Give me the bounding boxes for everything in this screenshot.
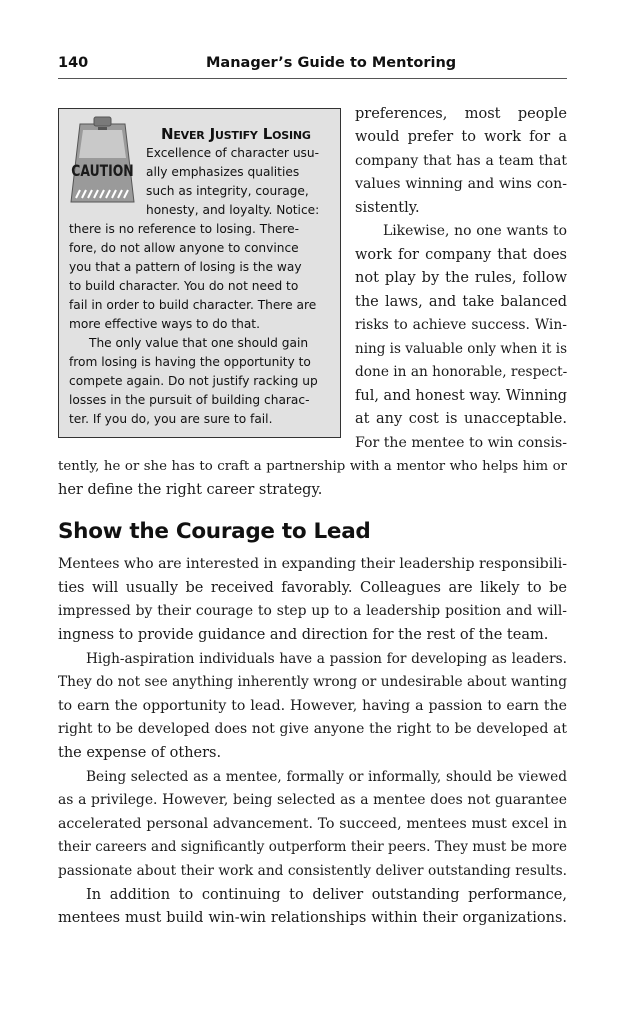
body-line: company that has a team that (355, 153, 567, 169)
body-line: right to be developed does not give anyone the right to be developed at (58, 721, 567, 737)
body-line: accelerated personal advancement. To succeed, mentees must excel in (58, 816, 567, 832)
body-line: Being selected as a mentee, formally or informally, should be viewed (86, 769, 567, 785)
body-line: For the mentee to win consis- (355, 435, 567, 451)
sidebar-text-line: honesty, and loyalty. Notice: (146, 203, 320, 217)
body-line: tently, he or she has to craft a partnership with a mentor who helps him or (58, 459, 567, 474)
body-line: They do not see anything inherently wrong or undesirable about wanting (58, 674, 567, 690)
page-header (58, 52, 567, 79)
body-line: values winning and wins con- (355, 176, 567, 192)
sidebar-text-line: there is no reference to losing. There- (69, 222, 300, 236)
body-line: mentees must build win-win relationships within their organizations. (58, 910, 567, 926)
body-line: the laws, and take balanced (355, 294, 567, 310)
sidebar-text-line: fore, do not allow anyone to convince (69, 241, 299, 255)
body-line: her define the right career strategy. (58, 482, 323, 498)
sidebar-text-line: you that a pattern of losing is the way (69, 260, 302, 274)
sidebar-text-line: such as integrity, courage, (146, 184, 309, 198)
body-line: as a privilege. However, being selected as a mentee does not guarantee (58, 792, 567, 808)
body-line: the expense of others. (58, 745, 222, 761)
section-heading: Show the Courage to Lead (58, 519, 371, 544)
body-line: ning is valuable only when it is (355, 341, 567, 357)
caution-sign-icon (68, 114, 137, 206)
sidebar-text-line: to build character. You do not need to (69, 279, 299, 293)
caution-sign-label: CAUTION (71, 162, 134, 181)
body-line: sistently. (355, 200, 420, 216)
sidebar-text-line: ally emphasizes qualities (146, 165, 300, 179)
body-line: impressed by their courage to step up to a leadership position and will- (58, 603, 567, 619)
body-line: High-aspiration individuals have a passion for developing as leaders. (86, 651, 567, 667)
sidebar-text-line: The only value that one should gain (89, 336, 309, 350)
body-line: risks to achieve success. Win- (355, 317, 567, 333)
body-line: to earn the opportunity to lead. However, having a passion to earn the (58, 698, 567, 714)
body-line: preferences, most people (355, 106, 567, 122)
page-number: 140 (58, 55, 89, 71)
sidebar-text-line: Excellence of character usu- (146, 146, 320, 160)
body-line: ingness to provide guidance and direction for the rest of the team. (58, 627, 549, 643)
body-line: work for company that does (355, 247, 567, 263)
sidebar-text-line: more effective ways to do that. (69, 317, 260, 331)
body-line: would prefer to work for a (355, 129, 567, 145)
body-line: Likewise, no one wants to (383, 223, 567, 239)
sidebar-text-line: ter. If you do, you are sure to fail. (69, 412, 273, 426)
sidebar-text-line: losses in the pursuit of building charac- (69, 393, 310, 407)
body-line: ties will usually be received favorably. Colleagues are likely to be (58, 580, 567, 596)
body-line: Mentees who are interested in expanding their leadership responsibili- (58, 556, 567, 572)
sidebar-text-line: from losing is having the opportunity to (69, 355, 311, 369)
body-line: passionate about their work and consistently deliver outstanding results. (58, 863, 567, 879)
body-line: not play by the rules, follow (355, 270, 567, 286)
body-line: ful, and honest way. Winning (355, 388, 568, 404)
running-head: Manager’s Guide to Mentoring (206, 55, 457, 71)
sidebar-text-line: fail in order to build character. There are (69, 298, 317, 312)
body-line: at any cost is unacceptable. (355, 411, 567, 427)
body-line: their careers and significantly outperform their peers. They must be more (58, 839, 567, 855)
sidebar-text-line: compete again. Do not justify racking up (69, 374, 318, 388)
body-line: In addition to continuing to deliver outstanding performance, (86, 887, 567, 903)
sidebar-box (58, 108, 341, 438)
sidebar-title: Never Justify Losing (161, 125, 311, 143)
body-line: done in an honorable, respect- (355, 364, 568, 380)
